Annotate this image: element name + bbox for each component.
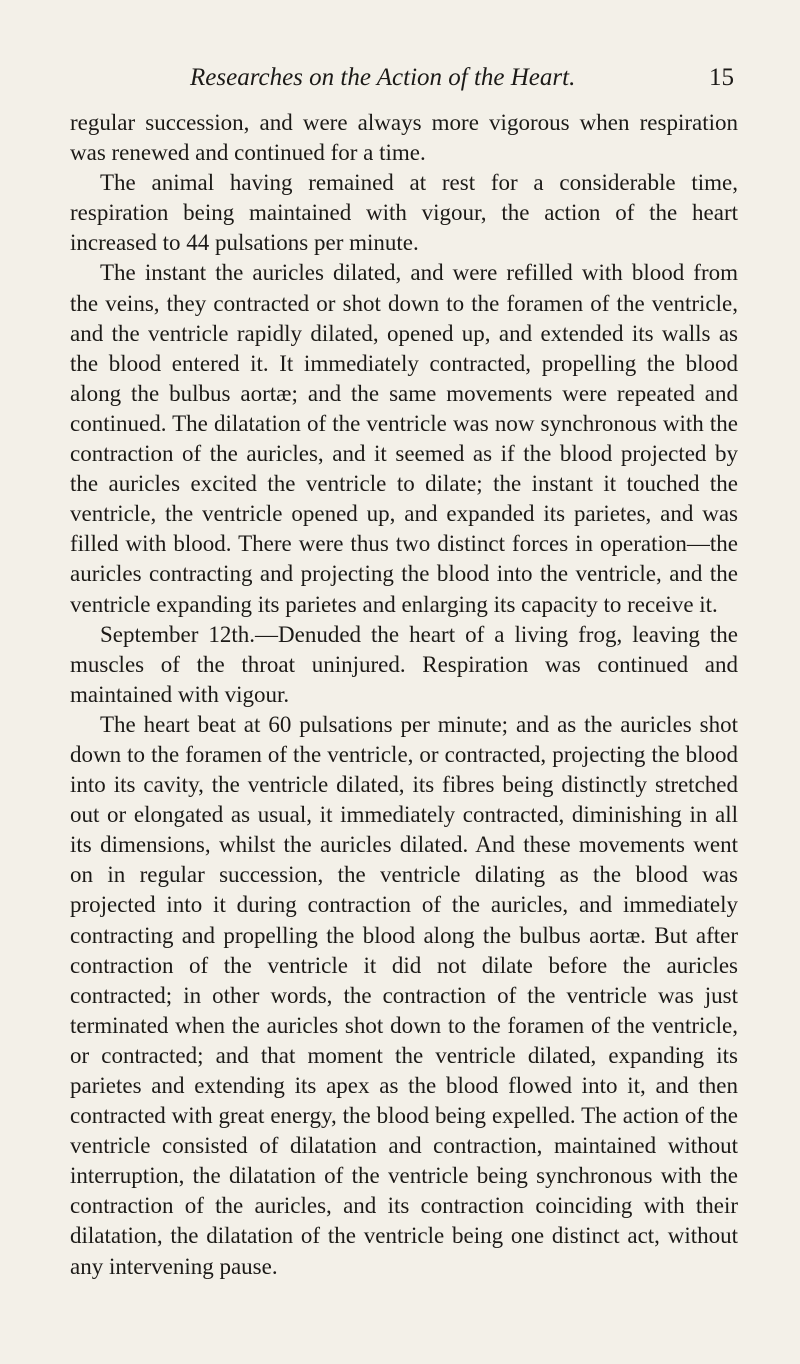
paragraph-animal-at-rest: The animal having remained at rest for a considerable time, respiration being maintained with vigour, the action of the heart increased to 44 pulsations per minute.: [70, 170, 738, 256]
paragraph-auricles-dilated: The instant the auricles dilated, and were refilled with blood from the veins, they contracted or shot down to the foramen of the ventricle, and the ventricle rapidly dilated, opened up, and extended its walls as the blood entered it. It immediately contracted, propelling the blood along the bulbus aortæ; and the same movements were repeated and continued. The dilatation of the ventricle was now synchronous with the contraction of the auricles, and it seemed as if the blood projected by the auricles excited the ventricle to dilate; the instant it touched the ventricle, the ventricle opened up, and expanded its parietes, and was filled with blood. There were thus two distinct forces in operation—the auricles contracting and projecting the blood into the ventricle, and the ventricle expanding its parietes and enlarging its capacity to receive it.: [70, 260, 738, 617]
paragraph-september-12th: September 12th.—Denuded the heart of a living frog, leaving the muscles of the throat uninjured. Respiration was continued and maintained with vigour.: [70, 621, 738, 707]
body-text: [70, 108, 738, 1282]
running-head: [70, 58, 738, 98]
page-number: 15: [709, 64, 734, 91]
paragraph-heart-beat-60: The heart beat at 60 pulsations per minute; and as the auricles shot down to the foramen of the ventricle, or contracted, projecting the blood into its cavity, the ventricle dilated, its fibres being distinctly stretched out or elongated as usual, it immediately contracted, diminishing in all its dimensions, whilst the auricles dilated. And these movements went on in regular succession, the ventricle dilating as the blood was projected into it during contraction of the auricles, and immediately contracting and propelling the blood along the bulbus aortæ. But after contraction of the ventricle it did not dilate before the auricles contracted; in other words, the contraction of the ventricle was just terminated when the auricles shot down to the foramen of the ventricle, or contracted; and that moment the ventricle dilated, expanding its parietes and extending its apex as the blood flowed into it, and then contracted with great energy, the blood being expelled. The action of the ventricle consisted of dilatation and contraction, maintained without interruption, the dilatation of the ventricle being synchronous with the contraction of the auricles, and its contraction coinciding with their dilatation, the dilatation of the ventricle being one distinct act, without any intervening pause.: [70, 711, 738, 1279]
running-title: Researches on the Action of the Heart.: [190, 64, 576, 91]
paragraph-continuation: regular succession, and were always more vigorous when respiration was renewed and continued for a time.: [70, 110, 738, 166]
